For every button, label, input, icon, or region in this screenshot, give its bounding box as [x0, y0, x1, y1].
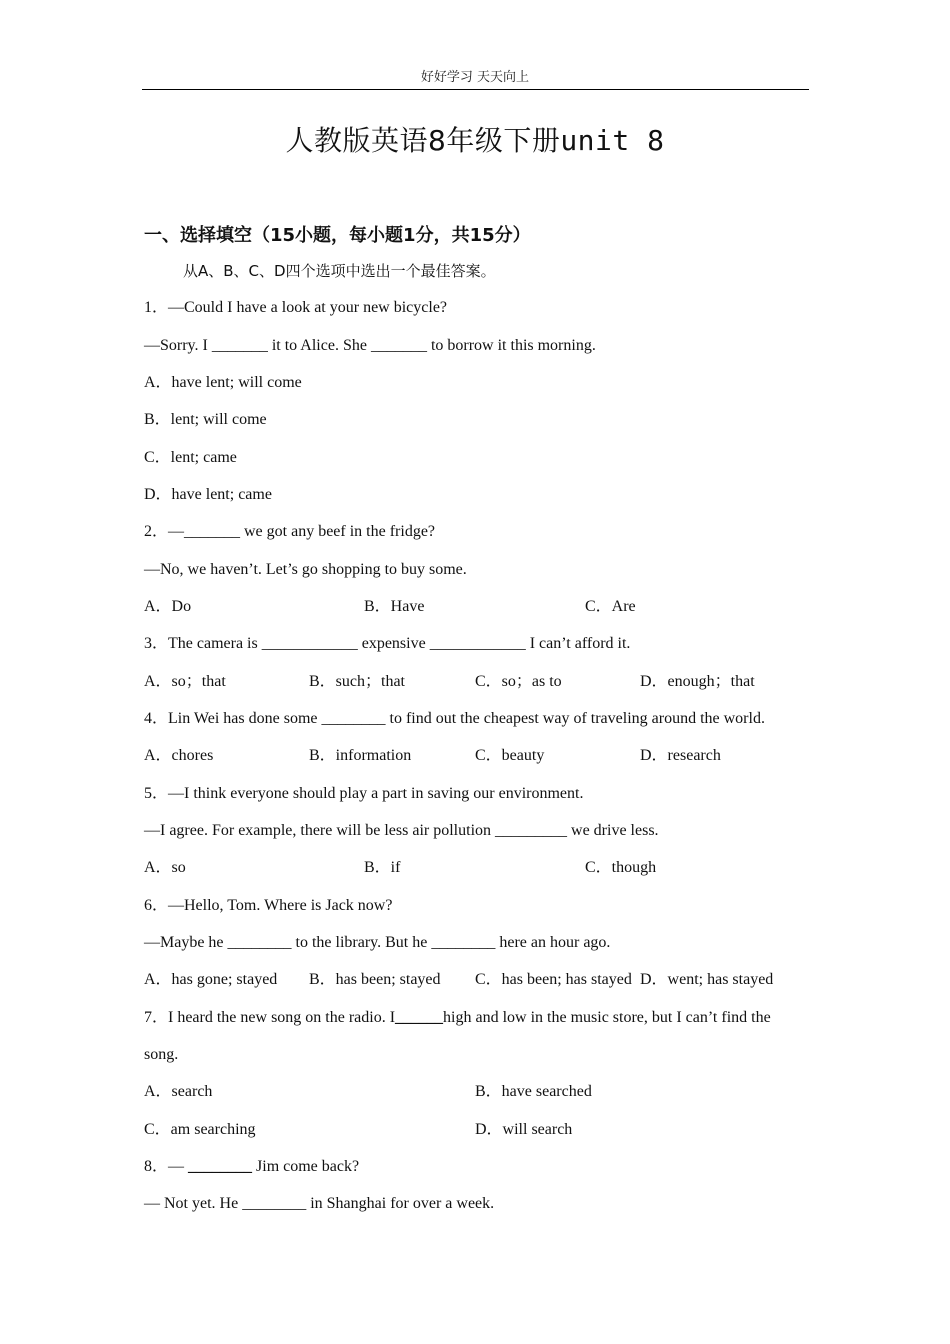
question-2-stem: 2．—_______ we got any beef in the fridge? [144, 523, 436, 540]
page-title [0, 119, 950, 159]
q3-option-c: C．so；as to [475, 673, 562, 690]
q4-option-a: A．chores [144, 747, 214, 764]
q6-option-d: D．went; has stayed [640, 971, 774, 988]
q8-stem-end: Jim come back? [252, 1158, 360, 1175]
question-8-stem [144, 1156, 359, 1178]
q6-option-c: C．has been; has stayed [475, 971, 632, 988]
q5-option-c: C．though [585, 859, 657, 876]
page-header: 好好学习 天天向上 [420, 70, 530, 85]
question-3-stem: 3．The camera is ____________ expensive ____________ I can’t afford it. [144, 635, 631, 652]
q1-option-d: D．have lent; came [144, 486, 272, 503]
question-6-reply: —Maybe he ________ to the library. But he ________ here an hour ago. [144, 934, 611, 951]
header-divider [142, 89, 809, 90]
q7-stem-start: 7．I heard the new song on the radio. I [144, 1009, 396, 1026]
q7-blank: ______ [395, 1009, 444, 1026]
question-2-reply: —No, we haven’t. Let’s go shopping to buy some. [144, 561, 467, 578]
question-4-stem: 4．Lin Wei has done some ________ to find out the cheapest way of traveling around the world. [144, 710, 765, 727]
q1-option-a: A．have lent; will come [144, 374, 302, 391]
question-1-stem: 1．—Could I have a look at your new bicycle? [144, 299, 448, 316]
question-5-stem: 5．—I think everyone should play a part in saving our environment. [144, 785, 584, 802]
q6-option-a: A．has gone; stayed [144, 971, 278, 988]
title-unit: unit 8 [560, 124, 665, 157]
question-8-reply: — Not yet. He ________ in Shanghai for over a week. [144, 1195, 495, 1212]
q1-option-b: B．lent; will come [144, 411, 267, 428]
section-instruction: 从A、B、C、D四个选项中选出一个最佳答案。 [183, 262, 496, 280]
title-main: 人教版英语8年级下册 [285, 124, 561, 157]
section-title: 一、选择填空（15小题，每小题1分，共15分） [144, 225, 531, 246]
question-1-reply: —Sorry. I _______ it to Alice. She _______ to borrow it this morning. [144, 337, 596, 354]
q7-option-d: D．will search [475, 1121, 573, 1138]
q8-stem-start: 8．— [144, 1158, 189, 1175]
q2-option-c: C．Are [585, 598, 636, 615]
q2-option-a: A．Do [144, 598, 192, 615]
q7-option-b: B．have searched [475, 1083, 592, 1100]
question-7-continuation: song. [144, 1046, 179, 1063]
q8-blank: ________ [188, 1158, 253, 1175]
q3-option-b: B．such；that [309, 673, 405, 690]
q7-option-a: A．search [144, 1083, 213, 1100]
q1-option-c: C．lent; came [144, 449, 237, 466]
q4-option-c: C．beauty [475, 747, 545, 764]
q5-option-a: A．so [144, 859, 186, 876]
question-7-stem [144, 1007, 771, 1029]
q4-option-d: D．research [640, 747, 721, 764]
q3-option-d: D．enough；that [640, 673, 755, 690]
q6-option-b: B．has been; stayed [309, 971, 441, 988]
q5-option-b: B．if [364, 859, 401, 876]
q4-option-b: B．information [309, 747, 412, 764]
q3-option-a: A．so；that [144, 673, 226, 690]
q7-option-c: C．am searching [144, 1121, 256, 1138]
question-5-reply: —I agree. For example, there will be less air pollution _________ we drive less. [144, 822, 659, 839]
q7-stem-end: high and low in the music store, but I can’t find the [443, 1009, 771, 1026]
question-6-stem: 6．—Hello, Tom. Where is Jack now? [144, 897, 393, 914]
q2-option-b: B．Have [364, 598, 425, 615]
